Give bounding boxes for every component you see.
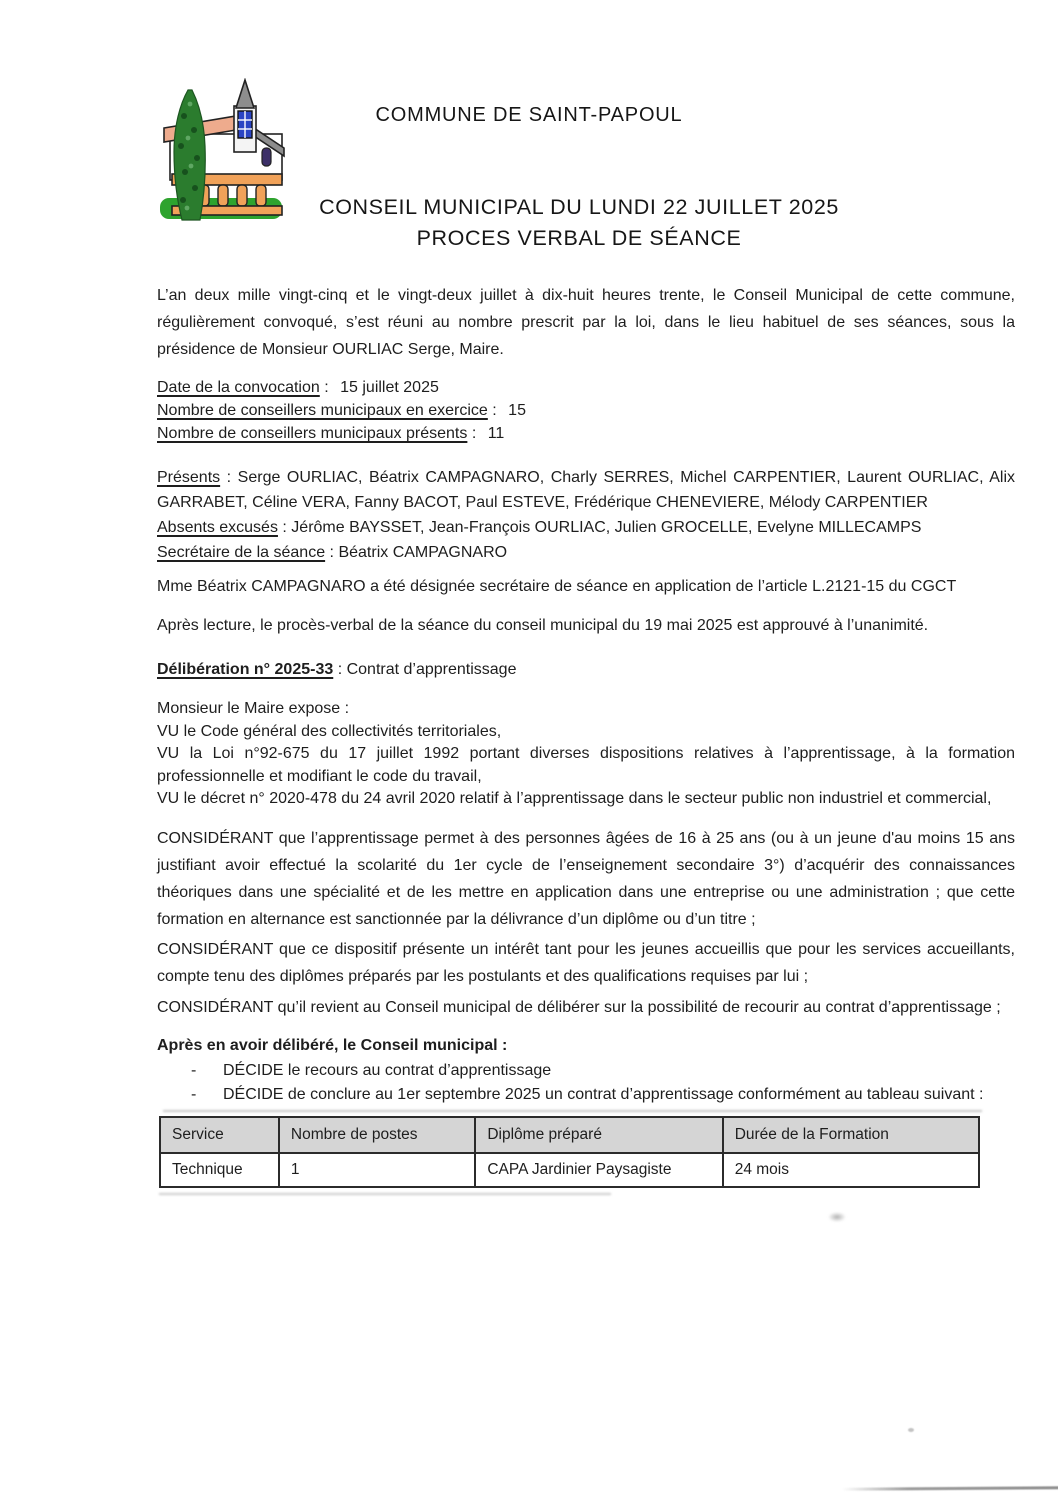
table-row — [160, 1153, 979, 1187]
decision-heading: Après en avoir délibéré, le Conseil municipal : — [157, 1036, 508, 1054]
col-header-service: Service — [160, 1117, 279, 1153]
vu-line-1: VU le Code général des collectivités territoriales, — [157, 722, 502, 740]
apprenticeship-table-wrap — [157, 1116, 978, 1188]
secretary-note: Mme Béatrix CAMPAGNARO a été désignée secrétaire de séance en application de l’article L.2121-15 du CGCT — [157, 578, 957, 595]
document-title-block — [100, 192, 1058, 254]
meta-block — [157, 376, 1015, 445]
intro-paragraph: L’an deux mille vingt-cinq et le vingt-deux juillet à dix-huit heures trente, le Conseil Municipal de cette commune, régulièrement convoqué, s’est réuni au nombre prescrit par la loi, dans le lieu habituel de ses séances, sous la présidence de Monsieur OURLIAC Serge, Maire. — [157, 287, 1015, 358]
attendance-block — [157, 465, 1015, 565]
scan-speck — [908, 1428, 914, 1432]
decision-item: - DÉCIDE le recours au contrat d’apprentissage — [157, 1059, 1015, 1083]
vu-line-3: VU le décret n° 2020-478 du 24 avril 2020 relatif à l’apprentissage dans le secteur public non industriel et commercial, — [157, 790, 992, 807]
expose-block — [157, 698, 1015, 811]
col-header-diplome: Diplôme préparé — [475, 1117, 722, 1153]
deliberation-heading: Délibération n° 2025-33 : Contrat d’apprentissage — [157, 661, 517, 678]
meta-line-exercice: Nombre de conseillers municipaux en exercice : 15 — [157, 402, 526, 419]
dash-bullet-icon: - — [191, 1085, 197, 1103]
cell-postes: 1 — [279, 1153, 475, 1187]
apprenticeship-table — [159, 1116, 980, 1188]
scan-smudge — [828, 1212, 846, 1222]
col-header-postes: Nombre de postes — [279, 1117, 475, 1153]
approval-note: Après lecture, le procès-verbal de la séance du conseil municipal du 19 mai 2025 est approuvé à l’unanimité. — [157, 617, 929, 634]
vu-line-2: VU la Loi n°92-675 du 17 juillet 1992 portant diverses dispositions relatives à l’apprentissage, à la formation professionnelle et modifiant le code du travail, — [157, 745, 1015, 785]
considerant-1: CONSIDÉRANT que l’apprentissage permet à des personnes âgées de 16 à 25 ans (ou à un jeune d'au moins 15 ans justifiant avoir effectué la scolarité du 1er cycle de l’enseignement secondaire 3°) d’acquérir des connaissances théoriques dans une spécialité et de les mettre en application dans une entreprise ou une administration ; que cette formation en alternance est sanctionnée par la délivrance d’un diplôme ou d’un titre ; — [157, 829, 1015, 928]
scan-edge-line — [842, 1486, 1058, 1491]
considerant-2: CONSIDÉRANT que ce dispositif présente un intérêt tant pour les jeunes accueillis que pour les services accueillants, compte tenu des diplômes préparés par les postulants et des qualifications requises par lui ; — [157, 940, 1015, 985]
deliberation-number: Délibération n° 2025-33 — [157, 661, 334, 678]
cell-duree: 24 mois — [723, 1153, 979, 1187]
attendance-secretary: Secrétaire de la séance : Béatrix CAMPAGNARO — [157, 544, 508, 561]
table-header-row — [160, 1117, 979, 1153]
cell-service: Technique — [160, 1153, 279, 1187]
meta-line-convocation: Date de la convocation : 15 juillet 2025 — [157, 379, 439, 396]
cell-diplome: CAPA Jardinier Paysagiste — [475, 1153, 722, 1187]
meeting-title: CONSEIL MUNICIPAL DU LUNDI 22 JUILLET 2025 — [319, 195, 839, 219]
decision-item: - DÉCIDE de conclure au 1er septembre 2025 un contrat d’apprentissage conformément au tableau suivant : — [157, 1083, 1015, 1107]
document-subtitle: PROCES VERBAL DE SÉANCE — [416, 226, 742, 250]
considerant-3: CONSIDÉRANT qu’il revient au Conseil municipal de délibérer sur la possibilité de recourir au contrat d’apprentissage ; — [157, 998, 1001, 1016]
attendance-absents: Absents excusés : Jérôme BAYSSET, Jean-François OURLIAC, Julien GROCELLE, Evelyne MILLECAMPS — [157, 519, 922, 536]
deliberation-title: Contrat d’apprentissage — [346, 661, 517, 678]
col-header-duree: Durée de la Formation — [723, 1117, 979, 1153]
meta-line-presents: Nombre de conseillers municipaux présents : 11 — [157, 425, 505, 442]
decision-list — [157, 1059, 1015, 1107]
attendance-presents: Présents : Serge OURLIAC, Béatrix CAMPAGNARO, Charly SERRES, Michel CARPENTIER, Laurent OURLIAC, Alix GARRABET, Céline VERA, Fanny BACOT, Paul ESTEVE, Frédérique CHENEVIERE, Mélody CARPENTIER — [157, 469, 1015, 511]
expose-intro: Monsieur le Maire expose : — [157, 700, 350, 717]
dash-bullet-icon: - — [191, 1061, 197, 1079]
document-body — [157, 282, 1015, 1188]
commune-title: COMMUNE DE SAINT-PAPOUL — [375, 104, 683, 126]
